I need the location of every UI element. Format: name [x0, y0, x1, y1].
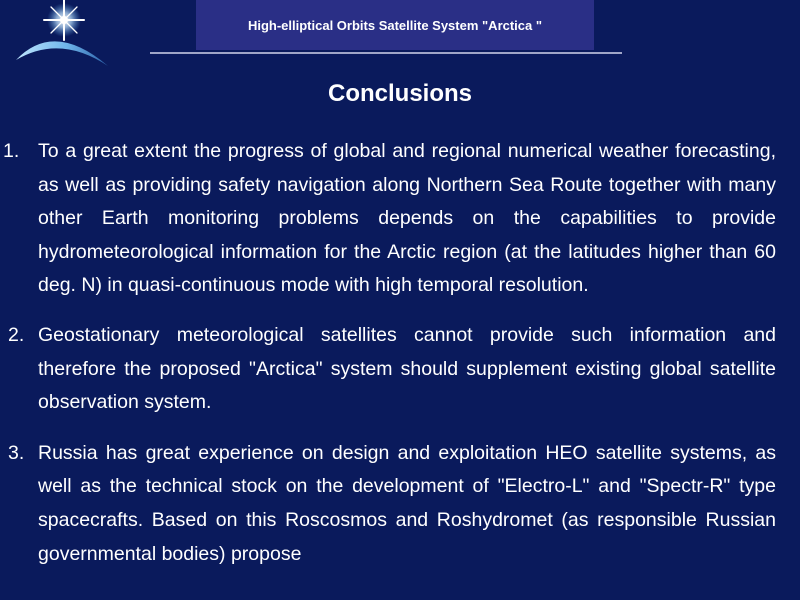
item-text: To a great extent the progress of global and regional numerical weather forecasting, as well as providing safety navigation along Northern Sea Route together with many other Earth monitoring problems depends on the capabilities to provide hydrometeorological information for the Arctic region (at the latitudes higher than 60 deg. N) in quasi-continuous mode with high temporal resolution. [38, 140, 776, 297]
header-divider [150, 52, 622, 54]
header-bar [196, 0, 594, 50]
list-item [0, 437, 800, 571]
item-text: Russia has great experience on design and exploitation HEO satellite systems, as well as the technical stock on the development of "Electro-L" and "Spectr-R" type spacecrafts. Based on this Roscosmos and Roshydromet (as responsible Russian governmental bodies) propose [38, 441, 776, 565]
section-title: Conclusions [327, 80, 472, 107]
item-text: Geostationary meteorological satellites cannot provide such information and therefore the proposed "Arctica" system should supplement existing global satellite observation system. [38, 323, 776, 414]
conclusions-list [0, 135, 800, 571]
list-item [0, 135, 800, 303]
header-title: High-elliptical Orbits Satellite System "Arctica " [247, 17, 543, 33]
item-number: 1. [3, 140, 20, 162]
star-over-earth-icon [14, 0, 114, 72]
item-number: 2. [8, 323, 25, 346]
list-item [0, 319, 800, 420]
item-number: 3. [8, 441, 25, 464]
